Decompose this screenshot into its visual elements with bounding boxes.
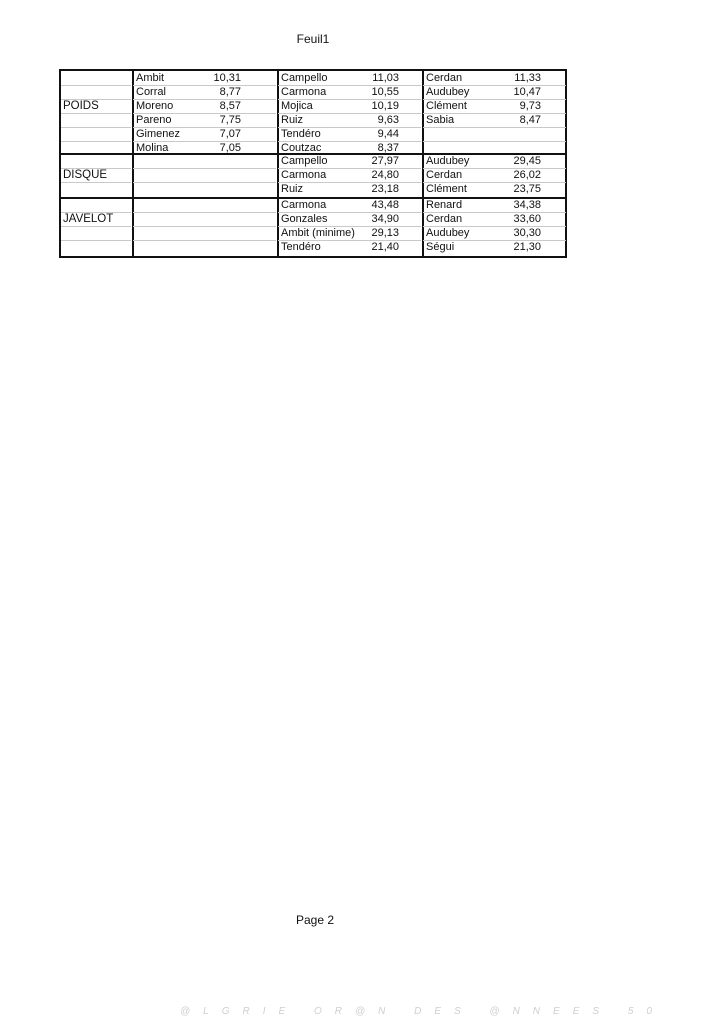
- athlete-mark: 8,77: [219, 86, 241, 98]
- row-rule: [61, 226, 131, 227]
- athlete-name: Carmona: [281, 199, 327, 211]
- athlete-mark: 7,05: [219, 142, 241, 154]
- athlete-name: Moreno: [136, 100, 174, 112]
- athlete-name: Coutzac: [281, 142, 322, 154]
- athlete-result: [281, 141, 399, 155]
- athlete-name: Audubey: [426, 227, 470, 239]
- athlete-result: [281, 168, 399, 182]
- athlete-result: [426, 99, 541, 113]
- footer-watermark: @LGRIE OR@N DES @NNEES 50: [180, 1006, 665, 1017]
- athlete-mark: 8,37: [377, 142, 399, 154]
- athlete-mark: 21,30: [513, 241, 541, 253]
- athlete-result: [426, 85, 541, 99]
- athlete-result: [281, 240, 399, 254]
- athlete-mark: 9,44: [377, 128, 399, 140]
- athlete-result: [426, 168, 541, 182]
- row-rule: [133, 168, 276, 169]
- athlete-name: Ambit: [136, 72, 165, 84]
- athlete-result: [136, 99, 241, 113]
- athlete-name: Cerdan: [426, 213, 463, 225]
- results-table: [59, 69, 567, 258]
- athlete-name: Carmona: [281, 86, 327, 98]
- row-rule: [61, 141, 131, 142]
- athlete-name: Campello: [281, 155, 328, 167]
- athlete-mark: 10,31: [213, 72, 241, 84]
- page-number: Page 2: [295, 913, 335, 927]
- athlete-result: [426, 226, 541, 240]
- athlete-result: [426, 113, 541, 127]
- athlete-name: Cerdan: [426, 169, 463, 181]
- athlete-name: Renard: [426, 199, 463, 211]
- row-rule: [61, 127, 131, 128]
- row-rule: [61, 240, 131, 241]
- athlete-result: [426, 240, 541, 254]
- event-label: DISQUE: [63, 169, 108, 181]
- athlete-result: [281, 182, 399, 196]
- event-label: JAVELOT: [63, 213, 114, 225]
- athlete-name: Tendéro: [281, 241, 321, 253]
- athlete-name: Ruiz: [281, 114, 304, 126]
- athlete-mark: 26,02: [513, 169, 541, 181]
- athlete-mark: 29,13: [371, 227, 399, 239]
- athlete-result: [281, 226, 399, 240]
- row-rule: [61, 85, 131, 86]
- athlete-mark: 9,73: [519, 100, 541, 112]
- row-rule: [133, 226, 276, 227]
- athlete-name: Audubey: [426, 86, 470, 98]
- athlete-mark: 11,33: [514, 72, 541, 84]
- row-rule: [133, 182, 276, 183]
- athlete-name: Carmona: [281, 169, 327, 181]
- event-label: POIDS: [63, 100, 99, 112]
- athlete-name: Audubey: [426, 155, 470, 167]
- athlete-result: [281, 99, 399, 113]
- athlete-result: [426, 154, 541, 168]
- row-rule: [423, 127, 566, 128]
- athlete-mark: 10,55: [371, 86, 399, 98]
- athlete-result: [281, 113, 399, 127]
- athlete-result: [281, 127, 399, 141]
- athlete-result: [281, 198, 399, 212]
- athlete-mark: 7,75: [219, 114, 241, 126]
- athlete-result: [426, 212, 541, 226]
- athlete-result: [136, 113, 241, 127]
- row-rule: [61, 182, 131, 183]
- athlete-result: [281, 85, 399, 99]
- athlete-result: [281, 71, 399, 85]
- athlete-name: Clément: [426, 183, 467, 195]
- athlete-mark: 27,97: [371, 155, 399, 167]
- athlete-mark: 23,75: [513, 183, 541, 195]
- athlete-result: [136, 141, 241, 155]
- athlete-mark: 10,19: [371, 100, 399, 112]
- athlete-mark: 34,38: [513, 199, 541, 211]
- athlete-name: Gonzales: [281, 213, 328, 225]
- athlete-name: Mojica: [281, 100, 313, 112]
- athlete-mark: 30,30: [513, 227, 541, 239]
- athlete-mark: 43,48: [371, 199, 399, 211]
- athlete-name: Sabia: [426, 114, 455, 126]
- athlete-result: [426, 182, 541, 196]
- athlete-name: Ségui: [426, 241, 455, 253]
- athlete-mark: 9,63: [377, 114, 399, 126]
- athlete-result: [136, 127, 241, 141]
- athlete-result: [281, 212, 399, 226]
- athlete-result: [426, 71, 541, 85]
- row-rule: [61, 113, 131, 114]
- athlete-name: Tendéro: [281, 128, 321, 140]
- row-rule: [133, 212, 276, 213]
- athlete-name: Corral: [136, 86, 166, 98]
- row-rule: [133, 240, 276, 241]
- athlete-mark: 24,80: [371, 169, 399, 181]
- sheet-title: Feuil1: [296, 32, 330, 46]
- athlete-result: [136, 85, 241, 99]
- row-rule: [423, 141, 566, 142]
- athlete-mark: 11,03: [372, 72, 399, 84]
- athlete-mark: 8,47: [519, 114, 541, 126]
- athlete-mark: 29,45: [513, 155, 541, 167]
- athlete-name: Gimenez: [136, 128, 181, 140]
- athlete-name: Ruiz: [281, 183, 304, 195]
- athlete-mark: 34,90: [371, 213, 399, 225]
- athlete-result: [281, 154, 399, 168]
- athlete-result: [426, 198, 541, 212]
- athlete-name: Molina: [136, 142, 169, 154]
- athlete-mark: 8,57: [219, 100, 241, 112]
- athlete-mark: 7,07: [219, 128, 241, 140]
- athlete-name: Campello: [281, 72, 328, 84]
- athlete-name: Clément: [426, 100, 467, 112]
- athlete-result: [136, 71, 241, 85]
- athlete-name: Cerdan: [426, 72, 463, 84]
- athlete-mark: 23,18: [371, 183, 399, 195]
- athlete-name: Pareno: [136, 114, 172, 126]
- athlete-mark: 33,60: [513, 213, 541, 225]
- athlete-mark: 10,47: [513, 86, 541, 98]
- athlete-mark: 21,40: [371, 241, 399, 253]
- athlete-name: Ambit (minime): [281, 227, 355, 239]
